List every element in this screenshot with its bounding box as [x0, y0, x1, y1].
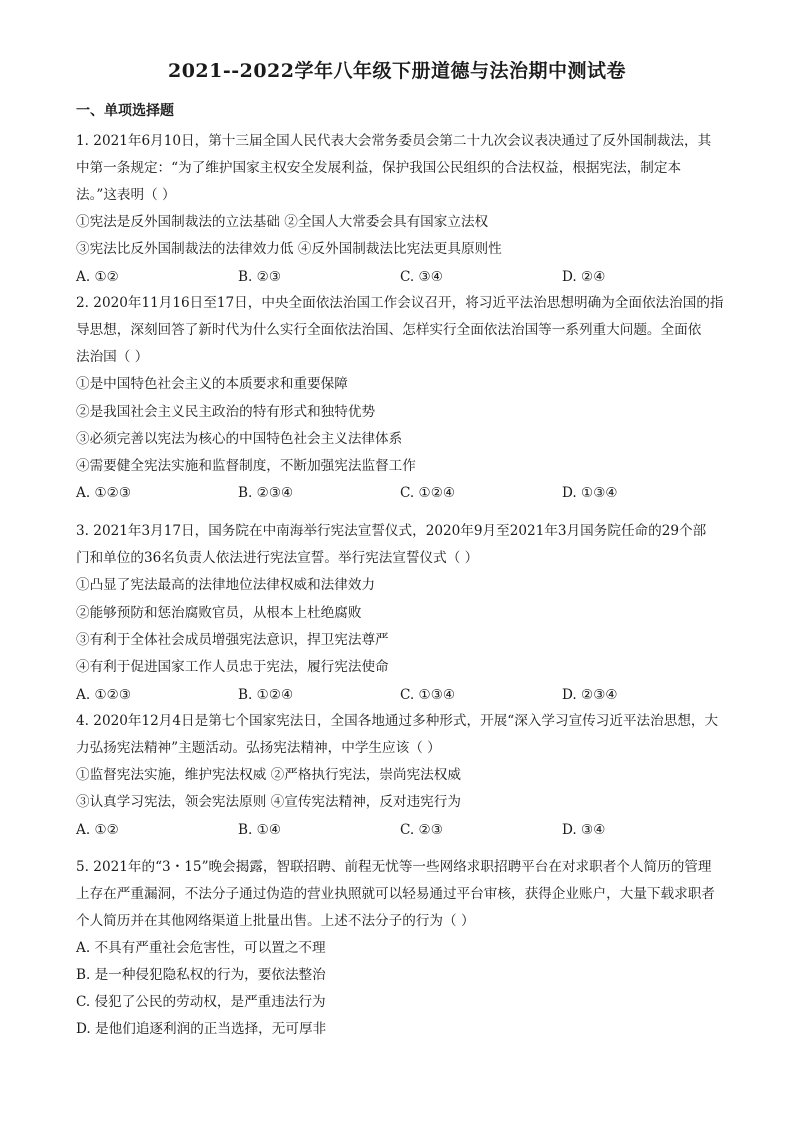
- question-line: ②是我国社会主义民主政治的特有形式和独特优势: [76, 404, 376, 420]
- question-line: ①凸显了宪法最高的法律地位法律权威和法律效力: [76, 577, 376, 593]
- question-line: 中第一条规定：“为了维护国家主权安全发展利益，保护我国公民组织的合法权益，根据宪法，制定本: [76, 160, 682, 176]
- option-d: D. ②④: [562, 269, 606, 285]
- question-line: 4. 2020年12月4日是第七个国家宪法日，全国各地通过多种形式，开展“深入学习宣传习近平法治思想，大: [76, 713, 719, 729]
- page-title: 2021--2022学年八年级下册道德与法治期中测试卷: [167, 60, 627, 82]
- question-line: ④需要健全宪法实施和监督制度，不断加强宪法监督工作: [76, 458, 416, 474]
- question-line: 法治国（ ）: [76, 349, 149, 365]
- option-c: C. ①③④: [400, 687, 456, 703]
- question-line: 5. 2021年的“3・15”晚会揭露，智联招聘、前程无忧等一些网络求职招聘平台在对求职者个人简历的管理: [76, 859, 712, 875]
- option-b: B. ②③④: [238, 485, 294, 501]
- option-b: B. ①②④: [238, 687, 294, 703]
- option-d: D. ①③④: [562, 485, 618, 501]
- question-line: 门和单位的36名负责人依法进行宪法宣誓。举行宪法宣誓仪式（ ）: [76, 550, 479, 566]
- option-d: D. ②③④: [562, 687, 618, 703]
- option-c: C. ①②④: [400, 485, 456, 501]
- question-line: 力弘扬宪法精神”主题活动。弘扬宪法精神，中学生应该（ ）: [76, 740, 441, 756]
- option-a: A. ①②: [76, 269, 119, 285]
- question-line: 法。”这表明（ ）: [76, 187, 176, 203]
- option-b: B. 是一种侵犯隐私权的行为，要依法整治: [76, 967, 326, 983]
- question-line: 2. 2020年11月16日至17日，中央全面依法治国工作会议召开，将习近平法治思想明确为全面依法治国的指: [76, 295, 724, 311]
- option-c: C. ②③: [400, 822, 443, 838]
- question-line: 个人简历并在其他网络渠道上批量出售。上述不法分子的行为（ ）: [76, 913, 475, 929]
- section-heading: 一、单项选择题: [76, 103, 174, 119]
- question-line: ③认真学习宪法，领会宪法原则 ④宣传宪法精神，反对违宪行为: [76, 794, 461, 810]
- option-a: A. ①②: [76, 822, 119, 838]
- question-line: ③必须完善以宪法为核心的中国特色社会主义法律体系: [76, 431, 403, 447]
- question-line: ①监督宪法实施，维护宪法权威 ②严格执行宪法，崇尚宪法权威: [76, 767, 461, 783]
- question-line: ①宪法是反外国制裁法的立法基础 ②全国人大常委会具有国家立法权: [76, 214, 489, 230]
- option-b: B. ①④: [238, 822, 282, 838]
- option-c: C. ③④: [400, 269, 443, 285]
- question-line: 3. 2021年3月17日，国务院在中南海举行宪法宣誓仪式，2020年9月至2021年3月国务院任命的29个部: [76, 523, 707, 539]
- question-line: 1. 2021年6月10日，第十三届全国人民代表大会常务委员会第二十九次会议表决通过了反外国制裁法，其: [76, 133, 712, 149]
- question-line: ③宪法比反外国制裁法的法律效力低 ④反外国制裁法比宪法更具原则性: [76, 241, 502, 257]
- question-line: 导思想，深刻回答了新时代为什么实行全面依法治国、怎样实行全面依法治国等一系列重大问题。全面依: [76, 322, 702, 338]
- question-line: ③有利于全体社会成员增强宪法意识，捍卫宪法尊严: [76, 632, 389, 648]
- option-a: A. ①②③: [76, 687, 132, 703]
- question-line: ②能够预防和惩治腐败官员，从根本上杜绝腐败: [76, 605, 362, 621]
- question-line: 上存在严重漏洞，不法分子通过伪造的营业执照就可以轻易通过平台审核，获得企业账户，大量下载求职者: [76, 886, 715, 902]
- option-c: C. 侵犯了公民的劳动权，是严重违法行为: [76, 994, 326, 1010]
- option-a: A. 不具有严重社会危害性，可以置之不理: [76, 940, 326, 956]
- question-line: ①是中国特色社会主义的本质要求和重要保障: [76, 376, 348, 392]
- question-line: ④有利于促进国家工作人员忠于宪法，履行宪法使命: [76, 659, 389, 675]
- option-a: A. ①②③: [76, 485, 132, 501]
- option-b: B. ②③: [238, 269, 282, 285]
- option-d: D. 是他们追逐利润的正当选择，无可厚非: [76, 1021, 327, 1037]
- option-d: D. ③④: [562, 822, 606, 838]
